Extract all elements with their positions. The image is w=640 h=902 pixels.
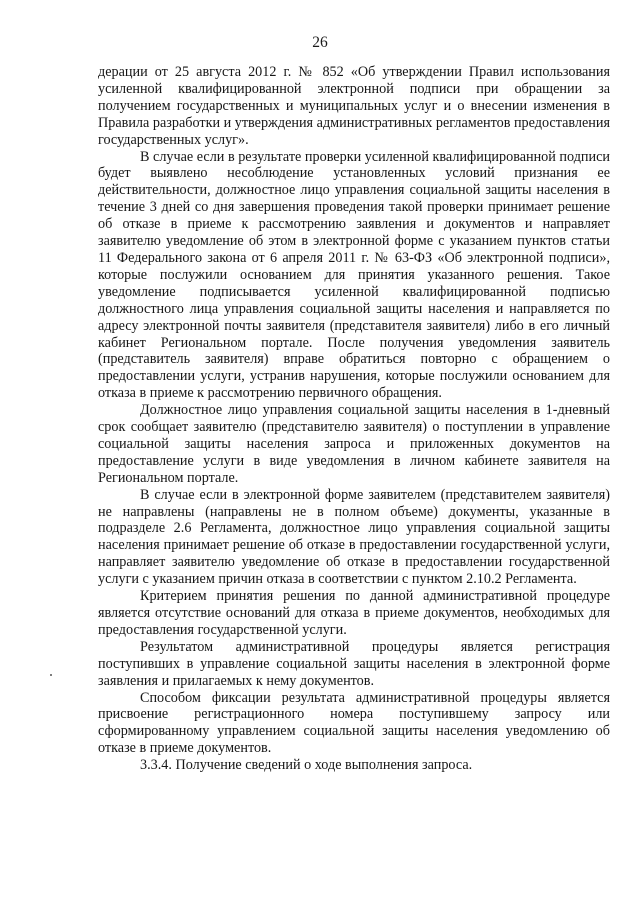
paragraph-signature-check: В случае если в результате проверки усиленной квалифицированной подписи будет выявлено несоблюдение установленных условий признания ее действительности, должностное лицо управления социальной защиты населения в течение 3 дней со дня завершения проведения такой проверки принимает решение об отказе в приеме к рассмотрению заявления и документов и направляет заявителю уведомление об этом в электронной форме с указанием пунктов статьи 11 Федерального закона от 6 апреля 2011 г. № 63-ФЗ «Об электронной подписи», которые послужили основанием для принятия указанного решения. Такое уведомление подписывается усиленной квалифицированной подписью должностного лица управления социальной защиты населения и направляется по адресу электронной почты заявителя (представителя заявителя) либо в его личный кабинет Региональном портале. После получения уведомления заявитель (представитель заявителя) вправе обратиться повторно с обращением о предоставлении услуги, устранив нарушения, которые послужили основанием для отказа в приеме к рассмотрению первичного обращения.	[98, 148, 610, 402]
paragraph-result-recording: Способом фиксации результата административной процедуры является присвоение регистрационного номера поступившему запросу или сформированному управлением социальной защиты населения уведомлению об отказе в приеме документов.	[98, 689, 610, 757]
paragraph-official-notification: Должностное лицо управления социальной защиты населения в 1-дневный срок сообщает заявителю (представителю заявителя) о поступлении в управление социальной защиты населения запроса и приложенных документов на предоставление услуги в виде уведомления в личном кабинете заявителя на Региональном портале.	[98, 402, 610, 486]
paragraph-procedure-result: Результатом административной процедуры является регистрация поступивших в управление социальной защиты населения в электронной форме заявления и прилагаемых к нему документов.	[98, 638, 610, 689]
paragraph-decision-criterion: Критерием принятия решения по данной административной процедуре является отсутствие оснований для отказа в приеме документов, необходимых для предоставления государственной услуги.	[98, 588, 610, 638]
section-heading-3-3-4: 3.3.4. Получение сведений о ходе выполнения запроса.	[140, 757, 473, 774]
paragraph-incomplete-documents: В случае если в электронной форме заявителем (представителем заявителя) не направлены (направлены не в полном объеме) документы, указанные в подразделе 2.6 Регламента, должностное лицо управления социальной защиты населения принимает решение об отказе в предоставлении государственной услуги, направляет заявителю уведомление об отказе в предоставлении государственной услуги с указанием причин отказа в соответствии с пунктом 2.10.2 Регламента.	[98, 486, 610, 588]
body-text	[98, 64, 610, 774]
page-number: 26	[312, 34, 328, 51]
scan-speck	[50, 674, 52, 676]
paragraph-continuation: дерации от 25 августа 2012 г. № 852 «Об утверждении Правил использования усиленной квалифицированной электронной подписи при обращении за получением государственных и муниципальных услуг и о внесении изменения в Правила разработки и утверждения административных регламентов предоставления государственных услуг».	[98, 64, 610, 148]
